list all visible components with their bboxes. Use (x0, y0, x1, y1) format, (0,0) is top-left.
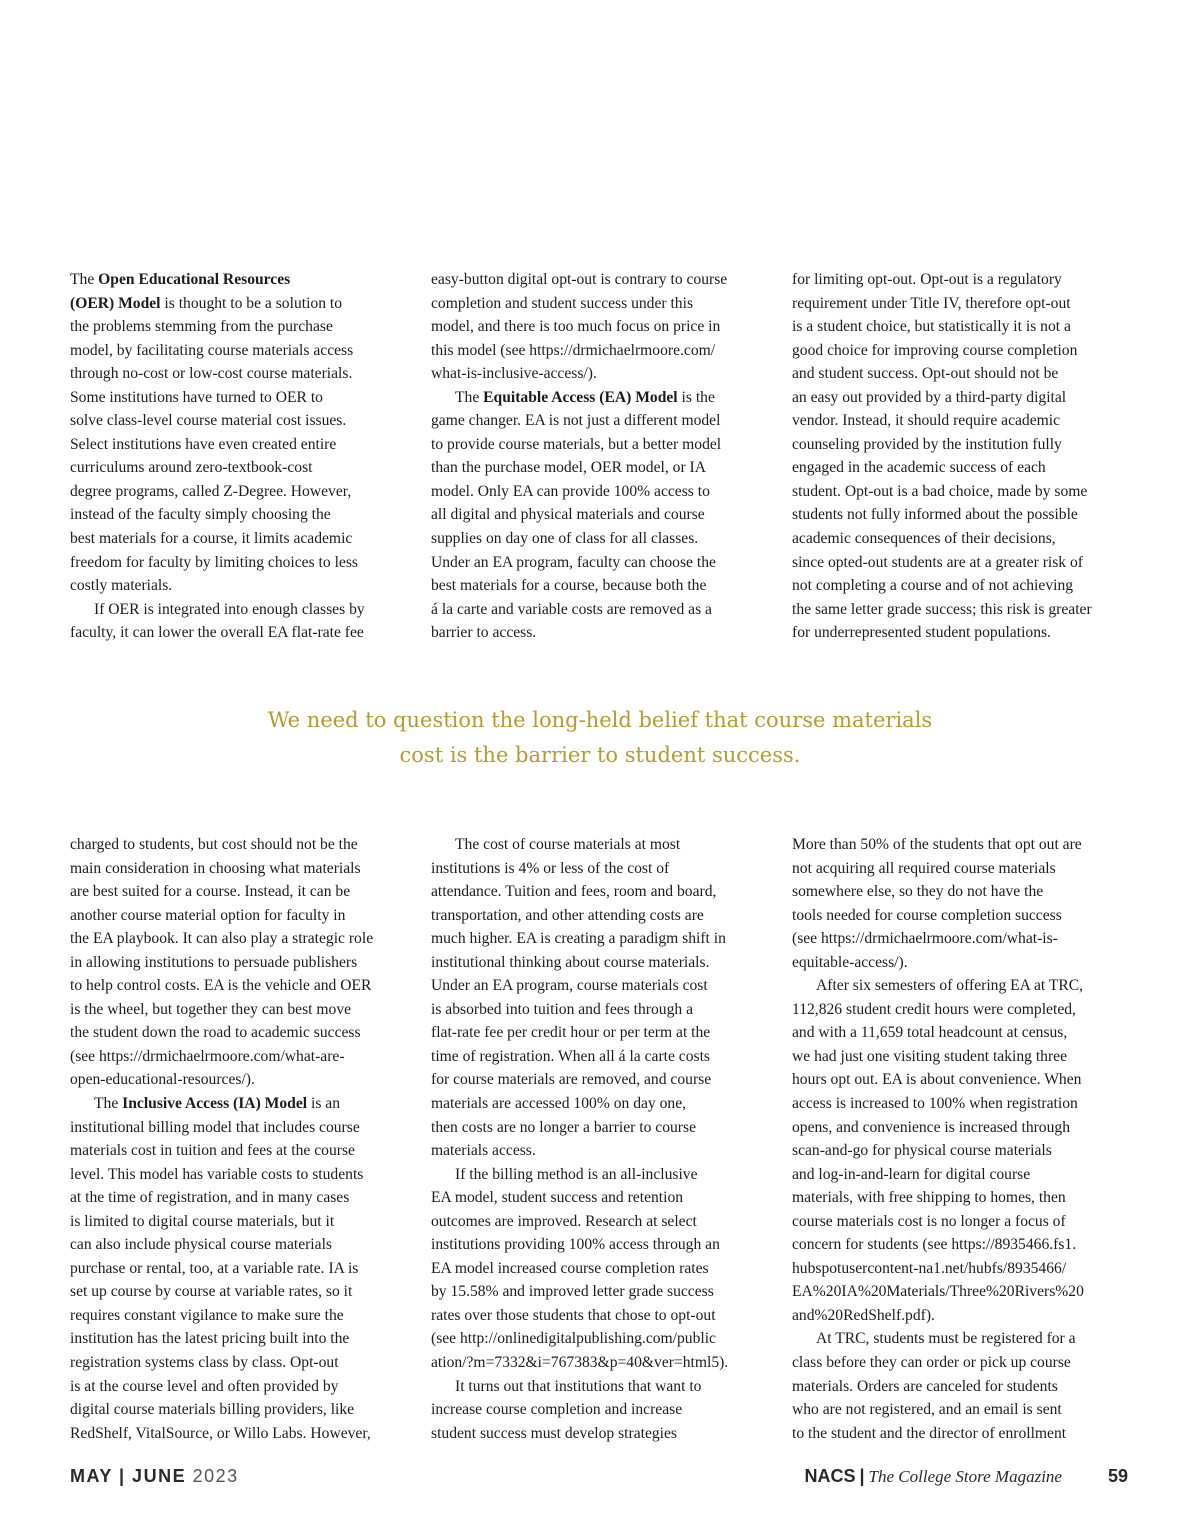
text-line (792, 1233, 1084, 1257)
text-line (792, 1116, 1084, 1140)
text-fragment: institutions is 4% or less of the cost of (431, 859, 670, 877)
body-column-bottom-left (70, 833, 373, 1445)
text-line (70, 1045, 373, 1069)
text-fragment: is absorbed into tuition and fees through a (431, 1000, 694, 1018)
text-line (431, 1092, 728, 1116)
issue-months: MAY | JUNE (70, 1466, 187, 1486)
text-line (70, 880, 373, 904)
text-fragment: registration systems class by class. Opt-out (70, 1354, 339, 1372)
text-fragment: course materials cost is no longer a focus of (792, 1212, 1066, 1230)
text-line (431, 456, 727, 480)
text-fragment: hubspotusercontent-na1.net/hubfs/8935466/ (792, 1259, 1067, 1277)
text-line (70, 386, 365, 410)
text-line (70, 951, 373, 975)
text-line (792, 315, 1092, 339)
text-fragment: attendance. Tuition and fees, room and board, (431, 883, 717, 901)
text-line (431, 1139, 728, 1163)
text-line (431, 951, 728, 975)
text-fragment: materials are accessed 100% on day one, (431, 1095, 687, 1113)
text-fragment: students not fully informed about the possible (792, 506, 1078, 524)
text-line (792, 1257, 1084, 1281)
text-line (792, 857, 1084, 881)
text-line (431, 551, 727, 575)
text-line (70, 998, 373, 1022)
text-fragment: is a student choice, but statistically it is not a (792, 318, 1071, 336)
text-line (70, 1021, 373, 1045)
text-fragment: Under an EA program, course materials cost (431, 977, 708, 995)
text-fragment: than the purchase model, OER model, or IA (431, 459, 706, 477)
text-line (70, 503, 365, 527)
text-line (70, 1163, 373, 1187)
text-fragment: easy-button digital opt-out is contrary to course (431, 271, 728, 288)
text-fragment: institutional thinking about course materials. (431, 953, 710, 971)
text-fragment: It turns out that institutions that want to (455, 1377, 702, 1395)
text-fragment: The (94, 1095, 123, 1113)
text-fragment: best materials for a course, it limits academic (70, 530, 353, 548)
text-fragment: student success must develop strategies (431, 1424, 677, 1442)
text-line (431, 1422, 728, 1446)
text-fragment: time of registration. When all á la carte costs (431, 1047, 710, 1065)
text-line (792, 409, 1092, 433)
text-line (70, 551, 365, 575)
text-line (70, 1139, 373, 1163)
text-line (70, 1092, 373, 1116)
text-fragment: not completing a course and of not achieving (792, 577, 1074, 595)
text-line (792, 1068, 1084, 1092)
text-fragment: set up course by course at variable rates, so it (70, 1283, 353, 1301)
text-fragment: flat-rate fee per credit hour or per term at the (431, 1024, 711, 1042)
text-fragment: model. Only EA can provide 100% access to (431, 482, 710, 500)
text-fragment: is limited to digital course materials, but it (70, 1212, 335, 1230)
text-fragment: completion and student success under this (431, 294, 694, 312)
page-number: 59 (1107, 1466, 1128, 1486)
text-fragment: the same letter grade success; this risk is greater (792, 600, 1092, 618)
text-line (70, 1304, 373, 1328)
body-column-top-right (792, 268, 1092, 645)
text-fragment: to help control costs. EA is the vehicle and OER (70, 977, 372, 995)
text-line (792, 503, 1092, 527)
magazine-title: The College Store Magazine (868, 1467, 1062, 1486)
text-line (792, 904, 1084, 928)
text-line (431, 1068, 728, 1092)
body-column-bottom-middle (431, 833, 728, 1445)
text-fragment: for underrepresented student populations. (792, 624, 1051, 642)
text-fragment: an easy out provided by a third-party digital (792, 388, 1067, 406)
text-fragment: is the (677, 388, 715, 406)
text-line (70, 362, 365, 386)
text-line (792, 1422, 1084, 1446)
text-line (70, 339, 365, 363)
text-fragment: can also include physical course materials (70, 1236, 332, 1254)
text-fragment: outcomes are improved. Research at select (431, 1212, 697, 1230)
text-line (431, 1210, 728, 1234)
text-fragment: If OER is integrated into enough classes by (94, 600, 365, 618)
issue-year: 2023 (192, 1466, 239, 1486)
text-fragment: counseling provided by the institution fully (792, 435, 1062, 453)
text-line (792, 621, 1092, 645)
issue-date (70, 1466, 239, 1487)
text-line (70, 1375, 373, 1399)
text-fragment: to provide course materials, but a better model (431, 435, 722, 453)
text-line (792, 598, 1092, 622)
text-line (70, 1257, 373, 1281)
text-line (792, 574, 1092, 598)
text-fragment: costly materials. (70, 577, 173, 595)
text-line (792, 339, 1092, 363)
text-fragment: is at the course level and often provided by (70, 1377, 339, 1395)
text-line (431, 598, 727, 622)
text-fragment: transportation, and other attending costs are (431, 906, 704, 924)
text-line (431, 927, 728, 951)
text-line (431, 833, 728, 857)
text-line (70, 1422, 373, 1446)
text-fragment: EA model, student success and retention (431, 1189, 684, 1207)
text-line (70, 1233, 373, 1257)
text-line (792, 927, 1084, 951)
text-fragment: institutional billing model that includes course (70, 1118, 360, 1136)
text-line (792, 527, 1092, 551)
text-line (70, 833, 373, 857)
text-line (431, 386, 727, 410)
text-line (70, 268, 365, 292)
text-line (431, 1398, 728, 1422)
text-line (431, 1280, 728, 1304)
text-line (792, 951, 1084, 975)
text-fragment: Select institutions have even created entire (70, 435, 337, 453)
bold-term: Inclusive Access (IA) Model (122, 1095, 308, 1113)
text-fragment: degree programs, called Z-Degree. However, (70, 482, 352, 500)
text-fragment: model, and there is too much focus on price in (431, 318, 721, 336)
text-fragment: equitable-access/). (792, 953, 908, 971)
text-line (792, 1163, 1084, 1187)
text-fragment: 112,826 student credit hours were completed, (792, 1000, 1076, 1018)
text-fragment: is an (307, 1095, 341, 1113)
text-fragment: At TRC, students must be registered for a (816, 1330, 1076, 1348)
text-line (431, 1257, 728, 1281)
text-line (431, 1327, 728, 1351)
text-fragment: through no-cost or low-cost course materials. (70, 365, 353, 383)
text-fragment: for course materials are removed, and course (431, 1071, 712, 1089)
text-fragment: main consideration in choosing what materials (70, 859, 361, 877)
text-fragment: purchase or rental, too, at a variable rate. IA is (70, 1259, 359, 1277)
text-fragment: all digital and physical materials and course (431, 506, 705, 524)
text-line (792, 433, 1092, 457)
text-line (792, 1092, 1084, 1116)
text-line (431, 268, 727, 292)
text-line (70, 974, 373, 998)
text-fragment: the student down the road to academic success (70, 1024, 361, 1042)
text-fragment: materials cost in tuition and fees at the course (70, 1142, 355, 1160)
text-line (431, 362, 727, 386)
text-fragment: faculty, it can lower the overall EA flat-rate fee (70, 624, 364, 642)
text-fragment: is the wheel, but together they can best move (70, 1000, 352, 1018)
text-fragment: digital course materials billing providers, like (70, 1401, 355, 1419)
text-fragment: since opted-out students are at a greater risk of (792, 553, 1083, 571)
text-line (70, 1280, 373, 1304)
text-line (431, 1045, 728, 1069)
text-fragment: charged to students, but cost should not be the (70, 836, 358, 853)
text-fragment: (see https://drmichaelrmoore.com/what-are- (70, 1047, 345, 1065)
pull-quote (150, 703, 1050, 773)
text-fragment: is thought to be a solution to (160, 294, 343, 312)
text-line (431, 574, 727, 598)
text-fragment: in allowing institutions to persuade publishers (70, 953, 358, 971)
text-fragment: are best suited for a course. Instead, it can be (70, 883, 351, 901)
text-line (70, 1068, 373, 1092)
text-fragment: tools needed for course completion success (792, 906, 1062, 924)
text-line (431, 998, 728, 1022)
text-fragment: by 15.58% and improved letter grade success (431, 1283, 714, 1301)
text-fragment: After six semesters of offering EA at TRC, (816, 977, 1084, 995)
text-fragment: hours opt out. EA is about convenience. When (792, 1071, 1082, 1089)
text-fragment: The cost of course materials at most (455, 836, 681, 853)
text-fragment: rates over those students that chose to opt-out (431, 1306, 716, 1324)
text-fragment: not acquiring all required course materials (792, 859, 1056, 877)
text-line (792, 1398, 1084, 1422)
body-column-top-middle (431, 268, 727, 645)
text-line (70, 315, 365, 339)
text-fragment: good choice for improving course completion (792, 341, 1078, 359)
text-fragment: to the student and the director of enrollment (792, 1424, 1067, 1442)
bold-term: (OER) Model (70, 294, 161, 312)
text-line (431, 433, 727, 457)
text-fragment: at the time of registration, and in many cases (70, 1189, 350, 1207)
text-fragment: and log-in-and-learn for digital course (792, 1165, 1031, 1183)
text-line (792, 1045, 1084, 1069)
text-line (792, 1021, 1084, 1045)
text-line (431, 974, 728, 998)
text-fragment: scan-and-go for physical course materials (792, 1142, 1052, 1160)
text-line (792, 833, 1084, 857)
text-line (431, 292, 727, 316)
text-fragment: who are not registered, and an email is sent (792, 1401, 1062, 1419)
text-line (792, 880, 1084, 904)
footer-separator: | (859, 1466, 865, 1486)
text-line (792, 998, 1084, 1022)
text-fragment: (see https://drmichaelrmoore.com/what-is- (792, 930, 1058, 948)
text-fragment: EA%20IA%20Materials/Three%20Rivers%20 (792, 1283, 1084, 1301)
text-line (792, 1139, 1084, 1163)
text-line (70, 433, 365, 457)
text-fragment: freedom for faculty by limiting choices to less (70, 553, 358, 571)
text-line (431, 1021, 728, 1045)
text-line (792, 1351, 1084, 1375)
pull-quote-line: cost is the barrier to student success. (399, 743, 801, 767)
text-line (70, 927, 373, 951)
text-fragment: what-is-inclusive-access/). (431, 365, 597, 383)
text-fragment: The (70, 271, 99, 288)
text-fragment: barrier to access. (431, 624, 537, 642)
text-line (431, 621, 727, 645)
text-fragment: this model (see https://drmichaelrmoore.com/ (431, 341, 716, 359)
text-fragment: (see http://onlinedigitalpublishing.com/public (431, 1330, 716, 1348)
text-fragment: access is increased to 100% when registration (792, 1095, 1078, 1113)
text-fragment: institutions providing 100% access through an (431, 1236, 720, 1254)
text-fragment: supplies on day one of class for all classes. (431, 530, 699, 548)
text-line (431, 880, 728, 904)
text-fragment: If the billing method is an all-inclusive (455, 1165, 698, 1183)
text-fragment: materials. Orders are canceled for students (792, 1377, 1058, 1395)
publisher-name: NACS (804, 1466, 856, 1486)
text-line (70, 574, 365, 598)
text-fragment: the problems stemming from the purchase (70, 318, 333, 336)
text-fragment: game changer. EA is not just a different model (431, 412, 721, 430)
text-line (70, 456, 365, 480)
text-line (792, 268, 1092, 292)
text-line (431, 1163, 728, 1187)
text-fragment: open-educational-resources/). (70, 1071, 255, 1089)
text-fragment: then costs are no longer a barrier to course (431, 1118, 696, 1136)
text-fragment: somewhere else, so they do not have the (792, 883, 1044, 901)
text-fragment: and%20RedShelf.pdf). (792, 1306, 935, 1324)
text-line (431, 527, 727, 551)
text-line (431, 904, 728, 928)
text-line (792, 362, 1092, 386)
text-fragment: the EA playbook. It can also play a strategic role (70, 930, 374, 948)
text-line (70, 480, 365, 504)
text-fragment: we had just one visiting student taking three (792, 1047, 1068, 1065)
text-fragment: increase course completion and increase (431, 1401, 683, 1419)
text-line (70, 857, 373, 881)
text-line (792, 292, 1092, 316)
pull-quote-line: We need to question the long-held belief that course materials (267, 708, 933, 732)
text-line (792, 551, 1092, 575)
text-line (70, 1398, 373, 1422)
text-fragment: á la carte and variable costs are removed as a (431, 600, 712, 618)
text-fragment: opens, and convenience is increased through (792, 1118, 1070, 1136)
publication-footer (804, 1466, 1128, 1487)
text-fragment: academic consequences of their decisions, (792, 530, 1056, 548)
text-fragment: instead of the faculty simply choosing the (70, 506, 331, 524)
text-line (792, 1327, 1084, 1351)
text-fragment: Some institutions have turned to OER to (70, 388, 323, 406)
text-fragment: EA model increased course completion rates (431, 1259, 709, 1277)
text-line (70, 621, 365, 645)
text-fragment: Under an EA program, faculty can choose the (431, 553, 716, 571)
text-fragment: another course material option for faculty in (70, 906, 346, 924)
text-line (70, 1210, 373, 1234)
text-line (792, 1304, 1084, 1328)
text-fragment: and with a 11,659 total headcount at census, (792, 1024, 1068, 1042)
text-line (70, 1186, 373, 1210)
text-fragment: ation/?m=7332&i=767383&p=40&ver=html5). (431, 1354, 729, 1372)
text-fragment: much higher. EA is creating a paradigm shift in (431, 930, 726, 948)
text-line (70, 292, 365, 316)
text-line (431, 1186, 728, 1210)
text-line (431, 409, 727, 433)
text-fragment: level. This model has variable costs to students (70, 1165, 364, 1183)
text-line (792, 480, 1092, 504)
text-fragment: concern for students (see https://8935466.fs1. (792, 1236, 1077, 1254)
text-fragment: institution has the latest pricing built into the (70, 1330, 350, 1348)
text-line (431, 857, 728, 881)
text-line (431, 315, 727, 339)
text-fragment: engaged in the academic success of each (792, 459, 1046, 477)
text-fragment: for limiting opt-out. Opt-out is a regulatory (792, 271, 1062, 288)
text-line (431, 339, 727, 363)
text-line (431, 480, 727, 504)
body-column-bottom-right (792, 833, 1084, 1445)
text-fragment: requires constant vigilance to make sure the (70, 1306, 344, 1324)
text-fragment: materials access. (431, 1142, 536, 1160)
text-fragment: solve class-level course material cost issues. (70, 412, 347, 430)
text-line (792, 1375, 1084, 1399)
text-line (792, 1186, 1084, 1210)
text-line (792, 1210, 1084, 1234)
text-fragment: student. Opt-out is a bad choice, made by some (792, 482, 1088, 500)
text-line (792, 1280, 1084, 1304)
text-line (70, 1116, 373, 1140)
body-column-top-left (70, 268, 365, 645)
text-line (70, 527, 365, 551)
text-fragment: curriculums around zero-textbook-cost (70, 459, 313, 477)
text-fragment: requirement under Title IV, therefore opt-out (792, 294, 1071, 312)
text-line (431, 503, 727, 527)
text-fragment: model, by facilitating course materials access (70, 341, 354, 359)
text-line (792, 386, 1092, 410)
text-fragment: The (455, 388, 484, 406)
text-line (792, 974, 1084, 998)
text-line (431, 1233, 728, 1257)
text-line (792, 456, 1092, 480)
text-line (70, 1327, 373, 1351)
text-line (431, 1375, 728, 1399)
text-fragment: RedShelf, VitalSource, or Willo Labs. However, (70, 1424, 371, 1442)
text-fragment: and student success. Opt-out should not be (792, 365, 1059, 383)
text-line (70, 409, 365, 433)
bold-term: Open Educational Resources (98, 271, 291, 288)
text-fragment: vendor. Instead, it should require academic (792, 412, 1061, 430)
text-fragment: More than 50% of the students that opt out are (792, 836, 1082, 853)
text-line (70, 1351, 373, 1375)
text-line (431, 1351, 728, 1375)
text-fragment: best materials for a course, because both the (431, 577, 707, 595)
text-fragment: class before they can order or pick up course (792, 1354, 1071, 1372)
text-line (70, 904, 373, 928)
text-line (431, 1116, 728, 1140)
text-line (431, 1304, 728, 1328)
bold-term: Equitable Access (EA) Model (483, 388, 678, 406)
text-line (70, 598, 365, 622)
text-fragment: materials, with free shipping to homes, then (792, 1189, 1066, 1207)
